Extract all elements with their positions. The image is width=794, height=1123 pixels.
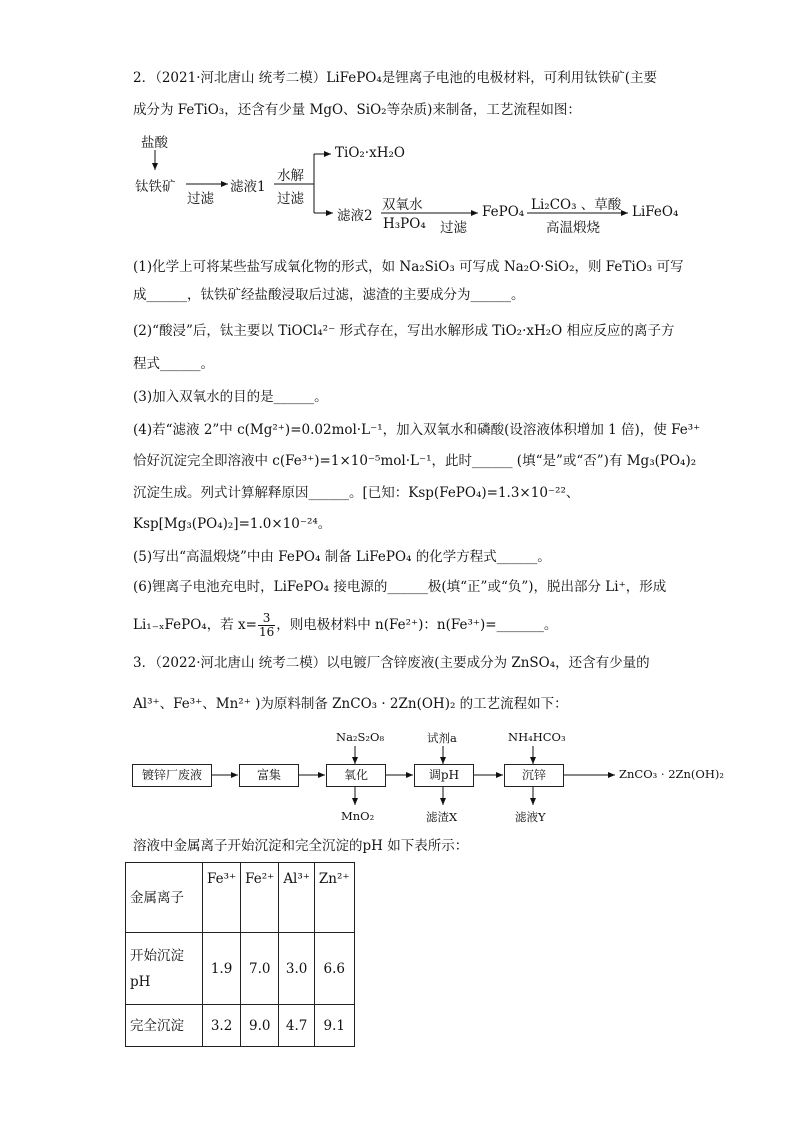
q2-part4b: 恰好沉淀完全即溶液中 c(Fe³⁺)=1×10⁻⁵mol·L⁻¹，此时______ (填“是”或“否”)有 Mg₃(PO₄)₂ — [133, 453, 697, 469]
fraction-numerator: 3 — [258, 612, 275, 626]
table-cell: 3.2 — [203, 1005, 241, 1047]
q2-h2o2-label: 双氧水 — [382, 197, 423, 213]
fraction-denominator: 16 — [258, 625, 275, 639]
q3-box-adjust-ph: 调pH — [414, 764, 474, 787]
q3-product-label: ZnCO₃ · 2Zn(OH)₂ — [619, 767, 724, 781]
q2-ore-label: 钛铁矿 — [135, 179, 176, 195]
q2-tio2-label: TiO₂·xH₂O — [335, 145, 405, 161]
q2-li2co3-label: Li₂CO₃ 、草酸 — [531, 197, 622, 213]
q2-filter3-label: 过滤 — [440, 220, 467, 236]
table-header-row — [126, 863, 355, 933]
table-header-cell: Fe³⁺ — [203, 863, 241, 933]
q2-part4a: (4)若“滤液 2”中 c(Mg²⁺)=0.02mol·L⁻¹，加入双氧水和磷酸(设溶液体积增加 1 倍)，使 Fe³⁺ — [133, 422, 701, 438]
table-cell: 1.9 — [203, 933, 241, 1005]
q3-box-enrich: 富集 — [239, 764, 299, 787]
table-cell: 7.0 — [241, 933, 279, 1005]
q2-part2a: (2)“酸浸”后，钛主要以 TiOCl₄²⁻ 形式存在，写出水解形成 TiO₂·xH₂O 相应反应的离子方 — [133, 323, 675, 339]
q2-source: （2021·河北唐山 统考二模） — [155, 70, 327, 86]
q3-table-intro: 溶液中金属离子开始沉淀和完全沉淀的pH 如下表所示： — [133, 838, 469, 854]
table-row-label: 开始沉淀pH — [126, 933, 203, 1005]
q2-filtrate2-label: 滤液2 — [337, 208, 373, 224]
q2-number: 2． — [133, 70, 156, 86]
table-cell: 6.6 — [314, 933, 354, 1005]
table-cell: 9.0 — [241, 1005, 279, 1047]
q3-input-na2s2o8: Na₂S₂O₈ — [336, 730, 385, 744]
q3-box-oxidize: 氧化 — [326, 764, 386, 787]
table-cell: 3.0 — [279, 933, 315, 1005]
q3-number: 3． — [133, 655, 156, 671]
table-header-cell: 金属离子 — [126, 863, 203, 933]
table-cell: 9.1 — [314, 1005, 354, 1047]
q2-line2: 成分为 FeTiO₃，还含有少量 MgO、SiO₂等杂质)来制备，工艺流程如图： — [133, 102, 581, 118]
q3-box-precipitate-zinc: 沉锌 — [504, 764, 564, 787]
table-header-cell: Al³⁺ — [279, 863, 315, 933]
table-cell: 4.7 — [279, 1005, 315, 1047]
table-header-cell: Zn²⁺ — [314, 863, 354, 933]
q2-h3po4-label: H₃PO₄ — [383, 216, 426, 232]
q3-source: （2022·河北唐山 统考二模） — [155, 655, 327, 671]
q2-part3: (3)加入双氧水的目的是______。 — [133, 389, 328, 405]
q2-part1b: 成______，钛铁矿经盐酸浸取后过滤，滤渣的主要成分为______。 — [133, 287, 525, 303]
q2-part2b: 程式______。 — [133, 356, 214, 372]
table-header-cell: Fe²⁺ — [241, 863, 279, 933]
q2-filter2-label: 过滤 — [277, 191, 304, 207]
q2-part6b-pre: Li₁₋ₓFePO₄，若 x= — [133, 617, 257, 633]
q2-part4d: Ksp[Mg₃(PO₄)₂]=1.0×10⁻²⁴。 — [133, 516, 332, 532]
q2-hydrolysis-label: 水解 — [277, 168, 304, 184]
q3-output-mno2: MnO₂ — [341, 809, 375, 823]
q2-part1a: (1)化学上可将某些盐写成氧化物的形式，如 Na₂SiO₃ 可写成 Na₂O·SiO₂，则 FeTiO₃ 可写 — [133, 259, 684, 275]
q3-line1-text: 以电镀厂含锌废液(主要成分为 ZnSO₄，还含有少量的 — [326, 655, 650, 671]
table-row — [126, 933, 355, 1005]
q3-input-reagent-a: 试剂a — [427, 731, 457, 745]
table-row-label: 完全沉淀 — [126, 1005, 203, 1047]
q2-filter1-label: 过滤 — [187, 191, 214, 207]
q2-part6a: (6)锂离子电池充电时，LiFePO₄ 接电源的______极(填“正”或“负”)，脱出部分 Li⁺，形成 — [133, 579, 667, 595]
q3-output-filtrate-y: 滤液Y — [515, 810, 546, 824]
table-row — [126, 1005, 355, 1047]
q3-line2: Al³⁺、Fe³⁺、Mn²⁺ )为原料制备 ZnCO₃ · 2Zn(OH)₂ 的工艺流程如下： — [133, 696, 568, 712]
q3-box-waste: 镀锌厂废液 — [132, 764, 212, 787]
q2-filtrate1-label: 滤液1 — [230, 179, 266, 195]
q3-output-residue-x: 滤渣X — [426, 810, 458, 824]
q3-input-nh4hco3: NH₄HCO₃ — [508, 730, 566, 744]
q2-line1-text: LiFePO₄是锂离子电池的电极材料，可利用钛铁矿(主要 — [326, 70, 658, 86]
q3-ph-table — [125, 862, 355, 1047]
q2-calcine-label: 高温煅烧 — [546, 220, 600, 236]
q2-hcl-label: 盐酸 — [141, 135, 168, 151]
q2-fepo4-label: FePO₄ — [482, 204, 525, 220]
q2-product-label: LiFeO₄ — [632, 204, 679, 220]
q2-part4c: 沉淀生成。列式计算解释原因______。[已知：Ksp(FePO₄)=1.3×10⁻²²、 — [133, 485, 580, 501]
q2-part5: (5)写出“高温煅烧”中由 FePO₄ 制备 LiFePO₄ 的化学方程式______。 — [133, 549, 551, 565]
q2-part6b-post: ，则电极材料中 n(Fe²⁺)：n(Fe³⁺)=_______。 — [276, 617, 558, 633]
